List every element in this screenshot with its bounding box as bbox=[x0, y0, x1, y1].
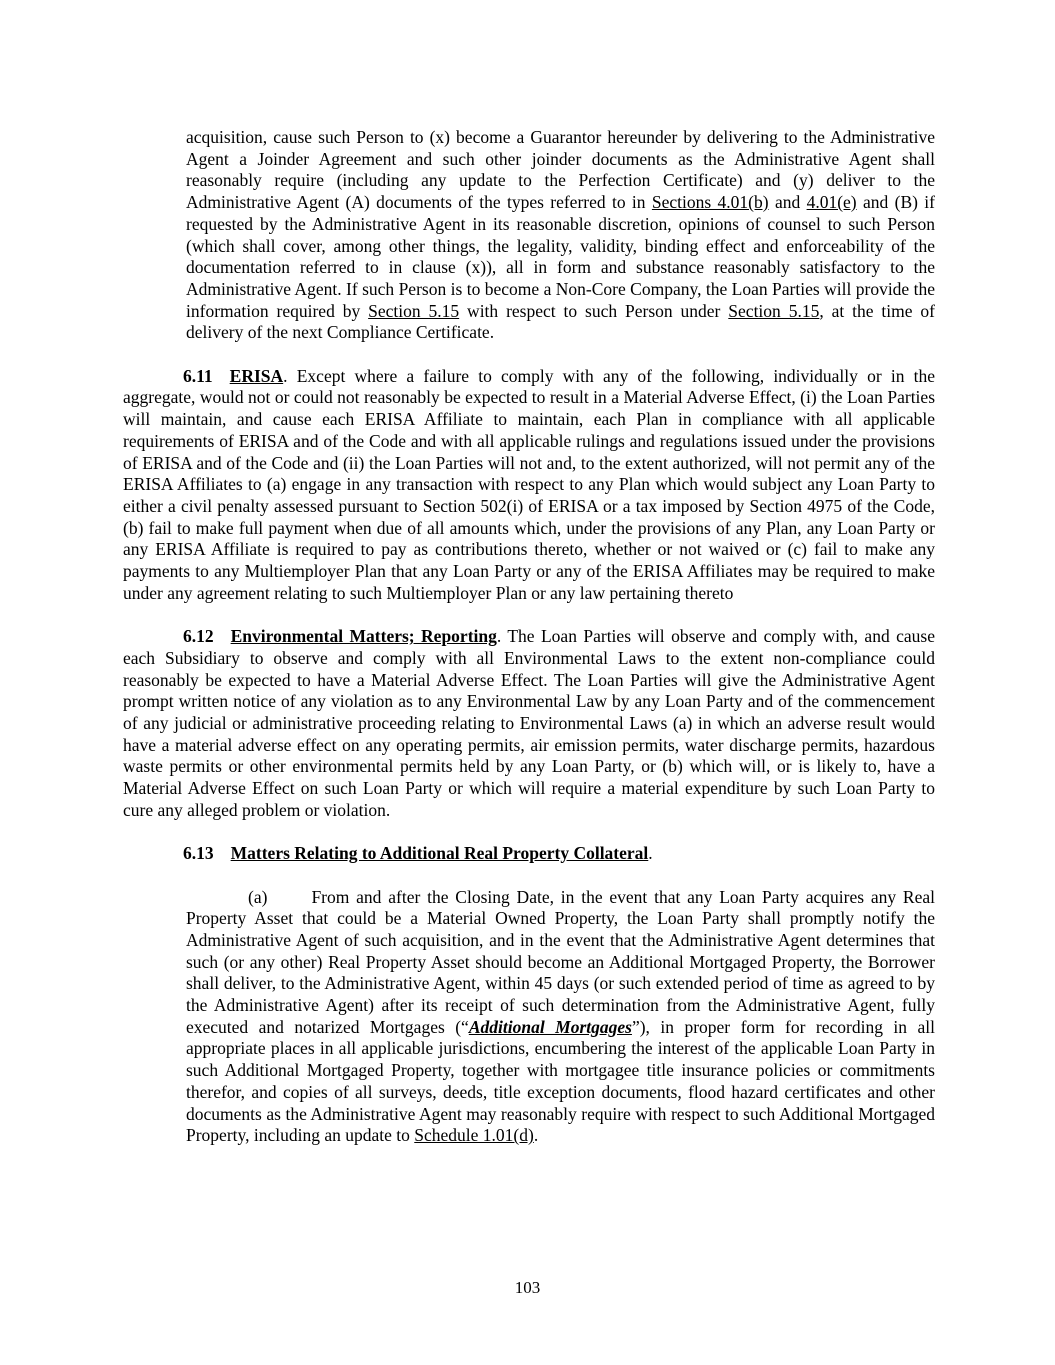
section-body: The Loan Parties will observe and comply with, and cause each Subsidiary to observe and comply with all Environmental Laws to the extent non-compliance could reasonably be expected to have a Material Adverse Effect. The Loan Parties will give the Administrative Agent prompt written notice of any violation as to any Environmental Law by any Loan Party and of the commencement of any judicial or administrative proceeding relating to Environmental Laws (a) in which an adverse result would have a material adverse effect on any operating permits, air emission permits, water discharge permits, hazardous waste permits or other environmental permits held by any Loan Party, or (b) which will, or is likely to, have a Material Adverse Effect on such Loan Party or which will require a material expenditure by such Loan Party to cure any alleged problem or violation. bbox=[123, 626, 935, 820]
section-body: Except where a failure to comply with any of the following, individually or in the aggregate, would not or could not reasonably be expected to result in a Material Adverse Effect, (i) the Loan Parties will maintain, and cause each ERISA Affiliate to maintain, each Plan in compliance with all applicable requirements of ERISA and of the Code and with all applicable rulings and regulations issued under the provisions of ERISA and of the Code and (ii) the Loan Parties will not and, to the extent authorized, will not permit any of the ERISA Affiliates to (a) engage in any transaction with respect to any Plan which would subject any Loan Party to either a civil penalty assessed pursuant to Section 502(i) of ERISA or a tax imposed by Section 4975 of the Code, (b) fail to make full payment when due of all amounts which, under the provisions of any Plan, any Loan Party or any ERISA Affiliate is required to pay as contributions thereto, whether or not waived or (c) fail to make any payments to any Multiemployer Plan that any Loan Party or any of the ERISA Affiliates may be required to make under any agreement relating to such Multiemployer Plan or any law pertaining thereto bbox=[123, 365, 935, 603]
section-number: 6.12 bbox=[183, 626, 214, 647]
section-heading: Matters Relating to Additional Real Property Collateral bbox=[230, 843, 649, 864]
section-6-12-environmental-matters bbox=[123, 626, 935, 821]
tab-spacer bbox=[214, 858, 231, 859]
paragraph-continuation bbox=[186, 127, 935, 344]
document-body bbox=[123, 127, 935, 1169]
section-heading: ERISA bbox=[229, 365, 284, 386]
tab-spacer bbox=[267, 902, 311, 903]
xref-sections-4-01b: Sections 4.01(b) bbox=[651, 192, 769, 213]
section-6-13-real-property-collateral bbox=[123, 843, 935, 865]
section-number: 6.13 bbox=[183, 843, 214, 864]
text-run: and (B) if requested by the Administrative Agent in its reasonable discretion, opinions of counsel to such Person (which shall cover, among other things, the legality, validity, binding effect and enforceability of the documentation referred to in clause (x)), all in form and substance reasonably satisfactory to the Administrative Agent. If such Person is to become a Non-Core Company, the Loan Parties will provide the information required by bbox=[186, 192, 935, 321]
heading-period: . bbox=[648, 843, 653, 864]
text-run: with respect to such Person under bbox=[459, 300, 729, 321]
heading-period: . bbox=[496, 626, 502, 647]
xref-section-5-15: Section 5.15 bbox=[728, 300, 820, 321]
text-run: , at the time of delivery of the next Compliance Certificate. bbox=[186, 300, 935, 343]
text-run: From and after the Closing Date, in the event that any Loan Party acquires any Real Property Asset that could be a Material Owned Property, the Loan Party shall promptly notify the Administrative Agent of such acquisition, and in the event that the Administrative Agent determines that such (or any other) Real Property Asset should become an Additional Mortgaged Property, the Borrower shall deliver, to the Administrative Agent, within 45 days (or such extended period of time as agreed to by the Administrative Agent) after its receipt of such determination from the Administrative Agent, fully executed and notarized Mortgages (“ bbox=[186, 886, 935, 1037]
subsection-label: (a) bbox=[248, 886, 268, 907]
text-run: ”), in proper form for recording in all appropriate places in all applicable jurisdictions, encumbering the interest of the applicable Loan Party in such Additional Mortgaged Property, together with mortgagee title insurance policies or commitments therefor, and copies of all surveys, deeds, title exception documents, flood hazard certificates and other documents as the Administrative Agent may reasonably require with respect to such Additional Mortgaged Property, including an update to bbox=[186, 1016, 935, 1146]
xref-section-4-01e: 4.01(e) bbox=[806, 192, 857, 213]
section-6-11-erisa bbox=[123, 366, 935, 605]
text-run: acquisition, cause such Person to (x) become a Guarantor hereunder by delivering to the Administrative Agent a Joinder Agreement and such other joinder documents as the Administrative Agent shall reasonably require (including any update to the Perfection Certificate) and (y) deliver to the Administrative Agent (A) documents of the types referred to in bbox=[186, 127, 935, 213]
section-heading: Environmental Matters; Reporting bbox=[230, 626, 497, 647]
heading-period: . bbox=[283, 365, 288, 386]
section-number: 6.11 bbox=[183, 365, 213, 386]
xref-section-5-15: Section 5.15 bbox=[368, 300, 460, 321]
text-run: and bbox=[768, 192, 807, 213]
tab-spacer bbox=[214, 641, 231, 642]
page-number: 103 bbox=[514, 1278, 541, 1297]
text-run: . bbox=[533, 1125, 539, 1146]
xref-schedule-1-01d: Schedule 1.01(d) bbox=[414, 1125, 534, 1146]
defined-term-additional-mortgages: Additional Mortgages bbox=[468, 1016, 632, 1037]
tab-spacer bbox=[213, 381, 230, 382]
subsection-a bbox=[186, 887, 935, 1147]
